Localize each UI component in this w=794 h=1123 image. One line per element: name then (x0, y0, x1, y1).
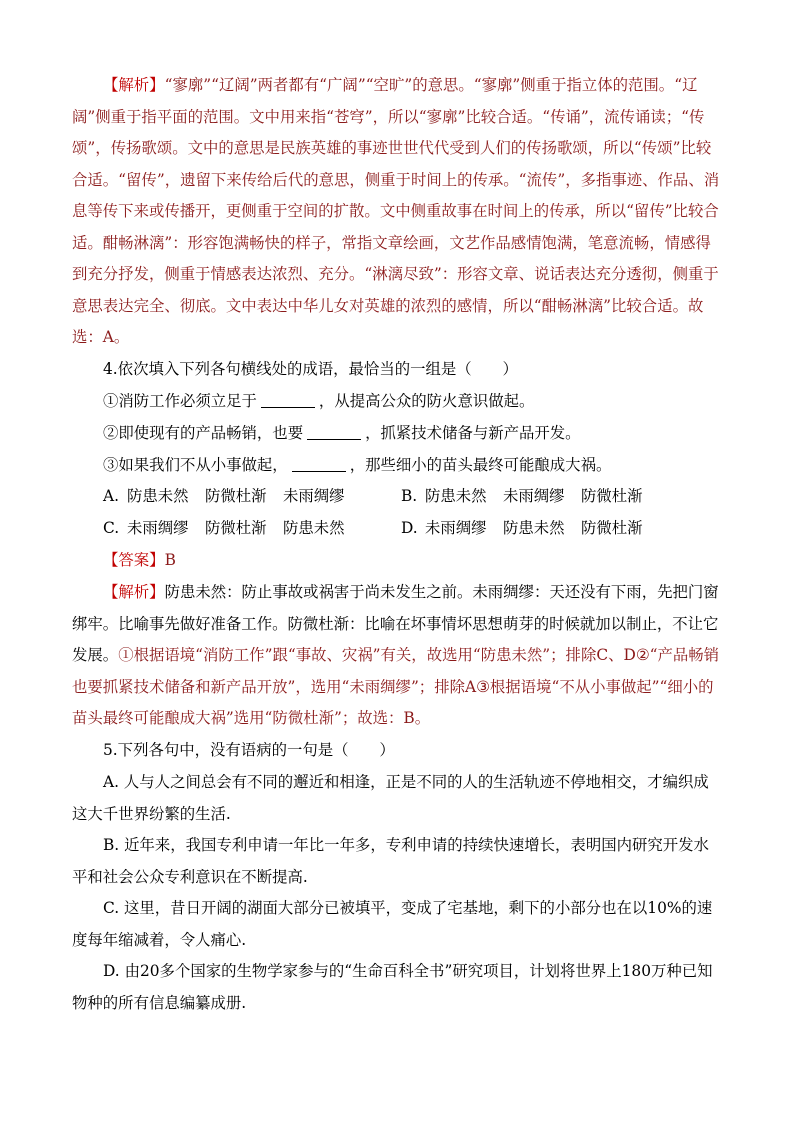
fill-blank (261, 393, 315, 408)
question-5-stem: 5.下列各句中，没有语病的一句是（ ） (103, 741, 395, 759)
answer-value: B (164, 551, 176, 569)
analysis-definitions: 防患未然：防止事故或祸害于尚未发生之前。未雨绸缪：天还没有下雨，先把门窗绑牢。比喻事先做好准备工作。防微杜渐：比喻在坏事情坏思想萌芽的时候就加以制止，不让它发展。 (72, 583, 719, 664)
option-item: 防患未然 (127, 487, 189, 505)
fill-blank (307, 425, 361, 440)
option-item: 防微杜渐 (581, 487, 643, 505)
sentence-text: ，那些细小的苗头最终可能酿成大祸。 (349, 456, 612, 474)
option-item: 防微杜渐 (205, 519, 267, 537)
option-item: 防患未然 (503, 519, 565, 537)
sentence-text: ①消防工作必须立足于 (103, 392, 257, 410)
option-letter: B. (401, 487, 418, 505)
option-item: 未雨绸缪 (425, 519, 487, 537)
option-item: 防微杜渐 (581, 519, 643, 537)
question-4-sentence-2 (72, 418, 724, 450)
fill-blank (292, 457, 346, 472)
analysis-tag: 【解析】 (103, 76, 165, 94)
analysis-tag: 【解析】 (103, 583, 165, 601)
question-4-options-row-1 (103, 481, 724, 513)
sentence-text: ，从提高公众的防火意识做起。 (318, 392, 535, 410)
option-letter: D. (401, 519, 418, 537)
analysis-q3 (72, 70, 724, 354)
answer-tag: 【答案】 (103, 551, 165, 569)
question-4-answer (72, 545, 724, 577)
question-4-analysis (72, 577, 724, 735)
question-4-sentence-3 (72, 450, 724, 482)
sentence-text: ②即使现有的产品畅销，也要 (103, 424, 304, 442)
question-5-option-c: C. 这里，昔日开阔的湖面大部分已被填平，变成了宅基地，剩下的小部分也在以10%的速度每年缩减着，令人痛心. (72, 899, 713, 949)
option-letter: C. (103, 519, 120, 537)
question-4-stem: 4.依次填入下列各句横线处的成语，最恰当的一组是（ ） (103, 360, 518, 378)
question-4-sentence-1 (72, 386, 724, 418)
option-item: 未雨绸缪 (503, 487, 565, 505)
option-item: 未雨绸缪 (127, 519, 189, 537)
question-5-option-b: B. 近年来，我国专利申请一年比一年多，专利申请的持续快速增长，表明国内研究开发水平和社会公众专利意识在不断提高. (72, 836, 709, 886)
question-4-options-row-2 (103, 513, 724, 545)
analysis-text: “寥廓”“辽阔”两者都有“广阔”“空旷”的意思。“寥廓”侧重于指立体的范围。“辽阔”侧重于指平面的范围。文中用来指“苍穹”，所以“寥廓”比较合适。“传诵”，流传诵读；“传颂”，传扬歌颂。文中的意思是民族英雄的事迹世世代代受到人们的传扬歌颂，所以“传颂”比较合适。“留传”，遗留下来传给后代的意思，侧重于时间上的传承。“流传”，多指事迹、作品、消息等传下来或传播开，更侧重于空间的扩散。文中侧重故事在时间上的传承，所以“留传”比较合适。酣畅淋漓”：形容饱满畅快的样子，常指文章绘画，文艺作品感情饱满，笔意流畅，情感得到充分抒发，侧重于情感表达浓烈、充分。“淋漓尽致”：形容文章、说话表达充分透彻，侧重于意思表达完全、彻底。文中表达中华儿女对英雄的浓烈的感情，所以“酣畅淋漓”比较合适。故选：A。 (72, 76, 720, 346)
option-item: 未雨绸缪 (283, 487, 345, 505)
option-item: 防微杜渐 (205, 487, 267, 505)
sentence-text: ，抓紧技术储备与新产品开发。 (365, 424, 581, 442)
question-5-option-a: A. 人与人之间总会有不同的邂近和相逢，正是不同的人的生活轨迹不停地相交，才编织成这大千世界纷繁的生活. (72, 773, 709, 823)
option-item: 防患未然 (425, 487, 487, 505)
analysis-reasoning: ①根据语境“消防工作”跟“事故、灾祸”有关，故选用“防患未然”；排除C、D②“产品畅销也要抓紧技术储备和新产品开放”，选用“未雨绸缪”；排除A③根据语境“不从小事做起”“细小的苗头最终可能酿成大祸”选用“防微杜渐”；故选：B。 (72, 646, 720, 727)
sentence-text: ③如果我们不从小事做起， (103, 456, 288, 474)
question-5-option-d: D. 由20多个国家的生物学家参与的“生命百科全书”研究项目，计划将世界上180万种已知物种的所有信息编纂成册. (72, 962, 713, 1012)
option-item: 防患未然 (283, 519, 345, 537)
option-letter: A. (103, 487, 120, 505)
